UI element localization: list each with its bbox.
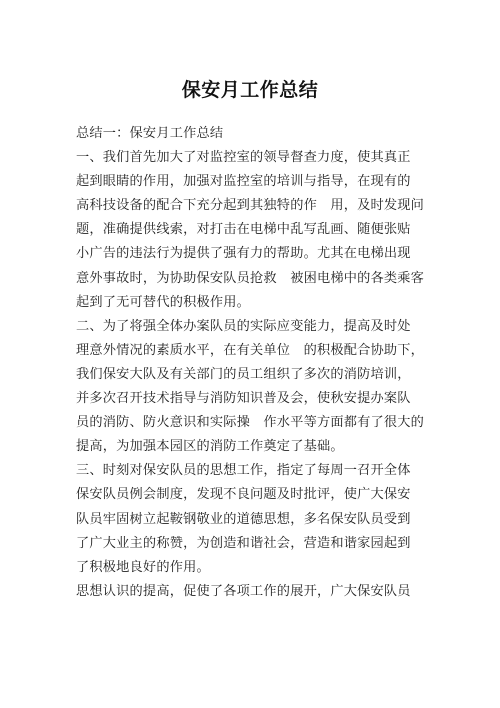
body-line: 二、为了将强全体办案队员的实际应变能力，提高及时处 — [76, 318, 411, 334]
body-line: 了积极地良好的作用。 — [76, 559, 210, 575]
body-line: 思想认识的提高，促使了各项工作的展开，广大保安队员 — [76, 583, 411, 599]
body-line: 小广告的违法行为提供了强有力的帮助。尤其在电梯出现 — [76, 246, 411, 262]
body-line: 理意外情况的素质水平，在有关单位 的积极配合协助下， — [76, 342, 425, 358]
body-line: 题，准确提供线索，对打击在电梯中乱写乱画、随便张贴 — [76, 222, 411, 238]
body-line: 了广大业主的称赞，为创造和谐社会，营造和谐家园起到 — [76, 535, 411, 551]
body-line: 起到了无可替代的积极作用。 — [76, 294, 251, 310]
body-line: 三、时刻对保安队员的思想工作，指定了每周一召开全体 — [76, 463, 411, 479]
body-line: 高科技设备的配合下充分起到其独特的作 用，及时发现问 — [76, 198, 425, 214]
body-line: 起到眼睛的作用，加强对监控室的培训与指导，在现有的 — [76, 174, 411, 190]
body-line: 总结一：保安月工作总结 — [76, 126, 224, 141]
body-line: 员的消防、防火意识和实际操 作水平等方面都有了很大的 — [76, 415, 425, 431]
body-line: 并多次召开技术指导与消防知识普及会，使秋安提办案队 — [76, 391, 411, 407]
document-title: 保安月工作总结 — [181, 79, 319, 101]
body-line: 意外事故时，为协助保安队员抢救 被困电梯中的各类乘客 — [76, 270, 425, 286]
body-line: 保安队员例会制度，发现不良问题及时批评，使广大保安 — [76, 487, 411, 503]
body-line: 一、我们首先加大了对监控室的领导督查力度，使其真正 — [76, 150, 411, 166]
body-line: 我们保安大队及有关部门的员工组织了多次的消防培训， — [76, 366, 411, 382]
document-body — [76, 122, 425, 604]
body-line: 提高，为加强本园区的消防工作奠定了基础。 — [76, 439, 344, 455]
body-line: 队员牢固树立起鞍钢敬业的道德思想，多名保安队员受到 — [76, 511, 411, 527]
